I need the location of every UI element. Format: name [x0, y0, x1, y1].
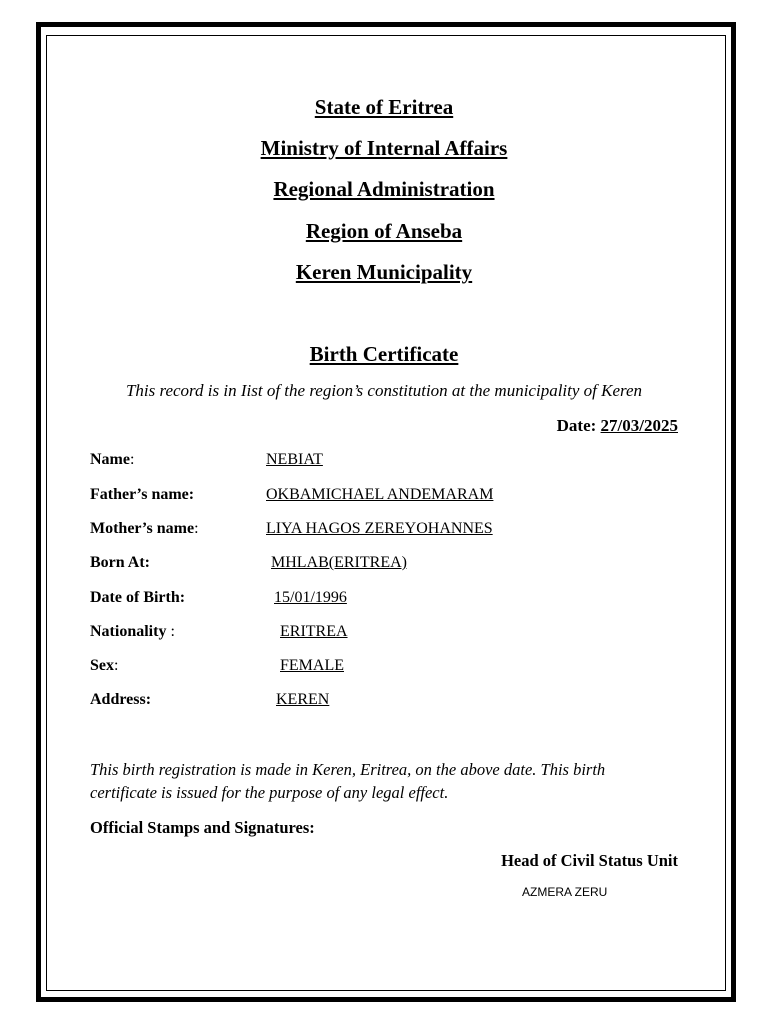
- signatory-name: AZMERA ZERU: [522, 885, 608, 899]
- field-value-born-at: MHLAB(ERITREA): [271, 554, 407, 571]
- header-municipality: Keren Municipality: [295, 260, 473, 284]
- field-label-sex: Sex:: [90, 657, 119, 674]
- header-region: Region of Anseba: [305, 219, 463, 243]
- header-regional-admin: Regional Administration: [273, 177, 495, 201]
- field-label-dob: Date of Birth:: [90, 589, 186, 606]
- date-value: 27/03/2025: [600, 416, 678, 435]
- issue-date: [557, 416, 678, 436]
- certificate-title: Birth Certificate: [309, 342, 459, 366]
- field-value-address: KEREN: [276, 691, 330, 708]
- field-label-nationality: Nationality :: [90, 623, 175, 640]
- field-value-dob: 15/01/1996: [274, 589, 347, 606]
- stamps-signatures-label: Official Stamps and Signatures:: [90, 818, 315, 837]
- date-label: Date:: [556, 416, 597, 435]
- field-value-father: OKBAMICHAEL ANDEMARAM: [266, 486, 494, 503]
- intro-statement: This record is in Iist of the region’s constitution at the municipality of Keren: [125, 381, 643, 400]
- field-label-address: Address:: [90, 691, 152, 708]
- header-ministry: Ministry of Internal Affairs: [260, 136, 508, 160]
- field-value-mother: LIYA HAGOS ZEREYOHANNES: [266, 520, 493, 537]
- field-label-name: Name:: [90, 451, 135, 468]
- field-value-name: NEBIAT: [266, 451, 323, 468]
- header-state: State of Eritrea: [314, 95, 454, 119]
- field-value-nationality: ERITREA: [280, 623, 348, 640]
- signatory-title: Head of Civil Status Unit: [501, 851, 678, 870]
- closing-statement: This birth registration is made in Keren, Eritrea, on the above date. This birth certificate is issued for the purpose of any legal effect.: [90, 760, 606, 802]
- field-label-father: Father’s name:: [90, 486, 195, 503]
- field-label-mother: Mother’s name:: [90, 520, 199, 537]
- field-label-born-at: Born At:: [90, 554, 150, 571]
- field-value-sex: FEMALE: [280, 657, 344, 674]
